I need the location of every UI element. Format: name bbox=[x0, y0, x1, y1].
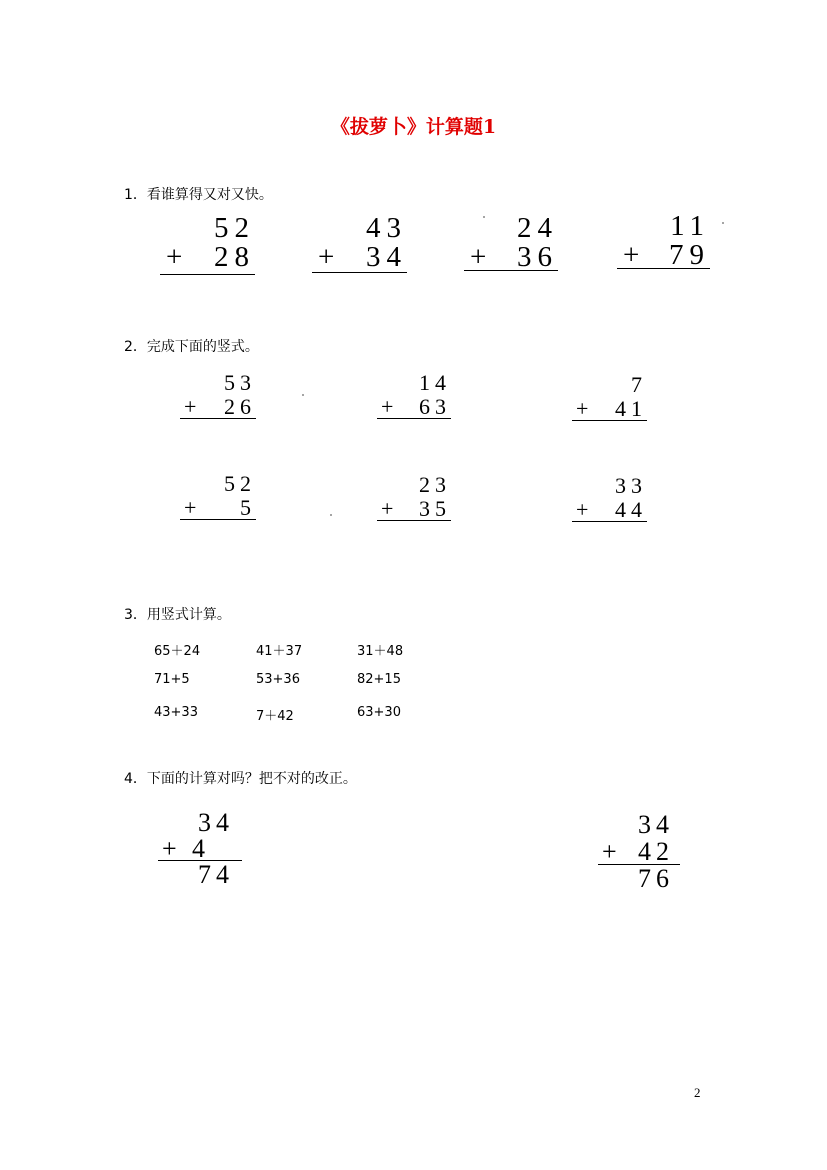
exercise-item: 7＋42 bbox=[256, 709, 294, 724]
scan-speck bbox=[302, 394, 304, 396]
plus-sign: + bbox=[381, 394, 399, 419]
problem-1-4 bbox=[617, 210, 710, 274]
sum-line bbox=[572, 521, 647, 522]
problem-bottom-number: 63 bbox=[419, 394, 451, 419]
problem-top-number: 34 bbox=[638, 810, 674, 839]
sum-line bbox=[312, 272, 407, 273]
problem-bottom-number: 44 bbox=[615, 497, 647, 522]
plus-sign: + bbox=[166, 241, 189, 273]
problem-top-number: 33 bbox=[615, 473, 647, 498]
sum-line bbox=[160, 274, 255, 275]
problem-2-4 bbox=[180, 471, 256, 521]
exercise-item: 71+5 bbox=[154, 672, 190, 687]
exercise-item: 82+15 bbox=[357, 672, 401, 687]
problem-2-5 bbox=[377, 472, 451, 522]
problem-top-number: 7 bbox=[631, 372, 647, 397]
problem-bottom-number: 4 bbox=[192, 834, 210, 863]
problem-top-number: 53 bbox=[224, 370, 256, 395]
problem-bottom-number: 42 bbox=[638, 837, 674, 866]
plus-sign: + bbox=[184, 394, 202, 419]
section-1-heading: 1．看谁算得又对又快。 bbox=[124, 187, 273, 203]
problem-bottom-number: 79 bbox=[669, 239, 710, 271]
problem-top-number: 43 bbox=[366, 212, 407, 244]
problem-top-number: 11 bbox=[670, 210, 710, 242]
plus-sign: + bbox=[602, 837, 622, 866]
section-3-heading: 3．用竖式计算。 bbox=[124, 607, 231, 623]
problem-bottom-number: 26 bbox=[224, 394, 256, 419]
exercise-item: 63+30 bbox=[357, 705, 401, 720]
problem-top-number: 24 bbox=[517, 212, 558, 244]
sum-line bbox=[617, 268, 710, 269]
scan-speck bbox=[330, 514, 332, 516]
problem-result: 76 bbox=[638, 864, 674, 893]
plus-sign: + bbox=[576, 396, 594, 421]
problem-4-1 bbox=[158, 808, 242, 892]
problem-top-number: 52 bbox=[214, 212, 255, 244]
sum-line bbox=[572, 420, 647, 421]
exercise-item: 43+33 bbox=[154, 705, 198, 720]
scan-speck bbox=[483, 216, 485, 218]
section-4-heading: 4．下面的计算对吗？把不对的改正。 bbox=[124, 771, 357, 787]
plus-sign: + bbox=[184, 495, 202, 520]
problem-1-3 bbox=[464, 212, 558, 276]
sum-line bbox=[377, 520, 451, 521]
sum-line bbox=[377, 418, 451, 419]
problem-1-2 bbox=[312, 212, 407, 276]
problem-bottom-number: 28 bbox=[214, 241, 255, 273]
problem-2-2 bbox=[377, 370, 451, 420]
exercise-item: 31＋48 bbox=[357, 644, 404, 659]
problem-2-3 bbox=[572, 372, 647, 422]
plus-sign: + bbox=[576, 497, 594, 522]
problem-4-2 bbox=[598, 810, 680, 894]
exercise-item: 41＋37 bbox=[256, 644, 303, 659]
plus-sign: + bbox=[381, 496, 399, 521]
problem-top-number: 23 bbox=[419, 472, 451, 497]
problem-top-number: 34 bbox=[198, 808, 234, 837]
page-title: 《拔萝卜》计算题1 bbox=[330, 116, 497, 138]
problem-bottom-number: 34 bbox=[366, 241, 407, 273]
problem-result: 74 bbox=[198, 860, 234, 889]
problem-bottom-number: 5 bbox=[240, 495, 256, 520]
problem-2-6 bbox=[572, 473, 647, 523]
plus-sign: + bbox=[470, 241, 493, 273]
problem-bottom-number: 41 bbox=[615, 396, 647, 421]
problem-bottom-number: 35 bbox=[419, 496, 451, 521]
sum-line bbox=[464, 270, 558, 271]
problem-top-number: 14 bbox=[419, 370, 451, 395]
exercise-item: 53+36 bbox=[256, 672, 300, 687]
problem-2-1 bbox=[180, 370, 256, 420]
problem-bottom-number: 36 bbox=[517, 241, 558, 273]
sum-line bbox=[180, 519, 256, 520]
plus-sign: + bbox=[318, 241, 341, 273]
page-number: 2 bbox=[694, 1085, 701, 1100]
scan-speck bbox=[722, 222, 724, 224]
sum-line bbox=[180, 418, 256, 419]
section-2-heading: 2．完成下面的竖式。 bbox=[124, 339, 259, 355]
plus-sign: + bbox=[162, 834, 182, 863]
problem-1-1 bbox=[160, 212, 255, 276]
plus-sign: + bbox=[623, 239, 646, 271]
exercise-item: 65＋24 bbox=[154, 644, 201, 659]
problem-top-number: 52 bbox=[224, 471, 256, 496]
